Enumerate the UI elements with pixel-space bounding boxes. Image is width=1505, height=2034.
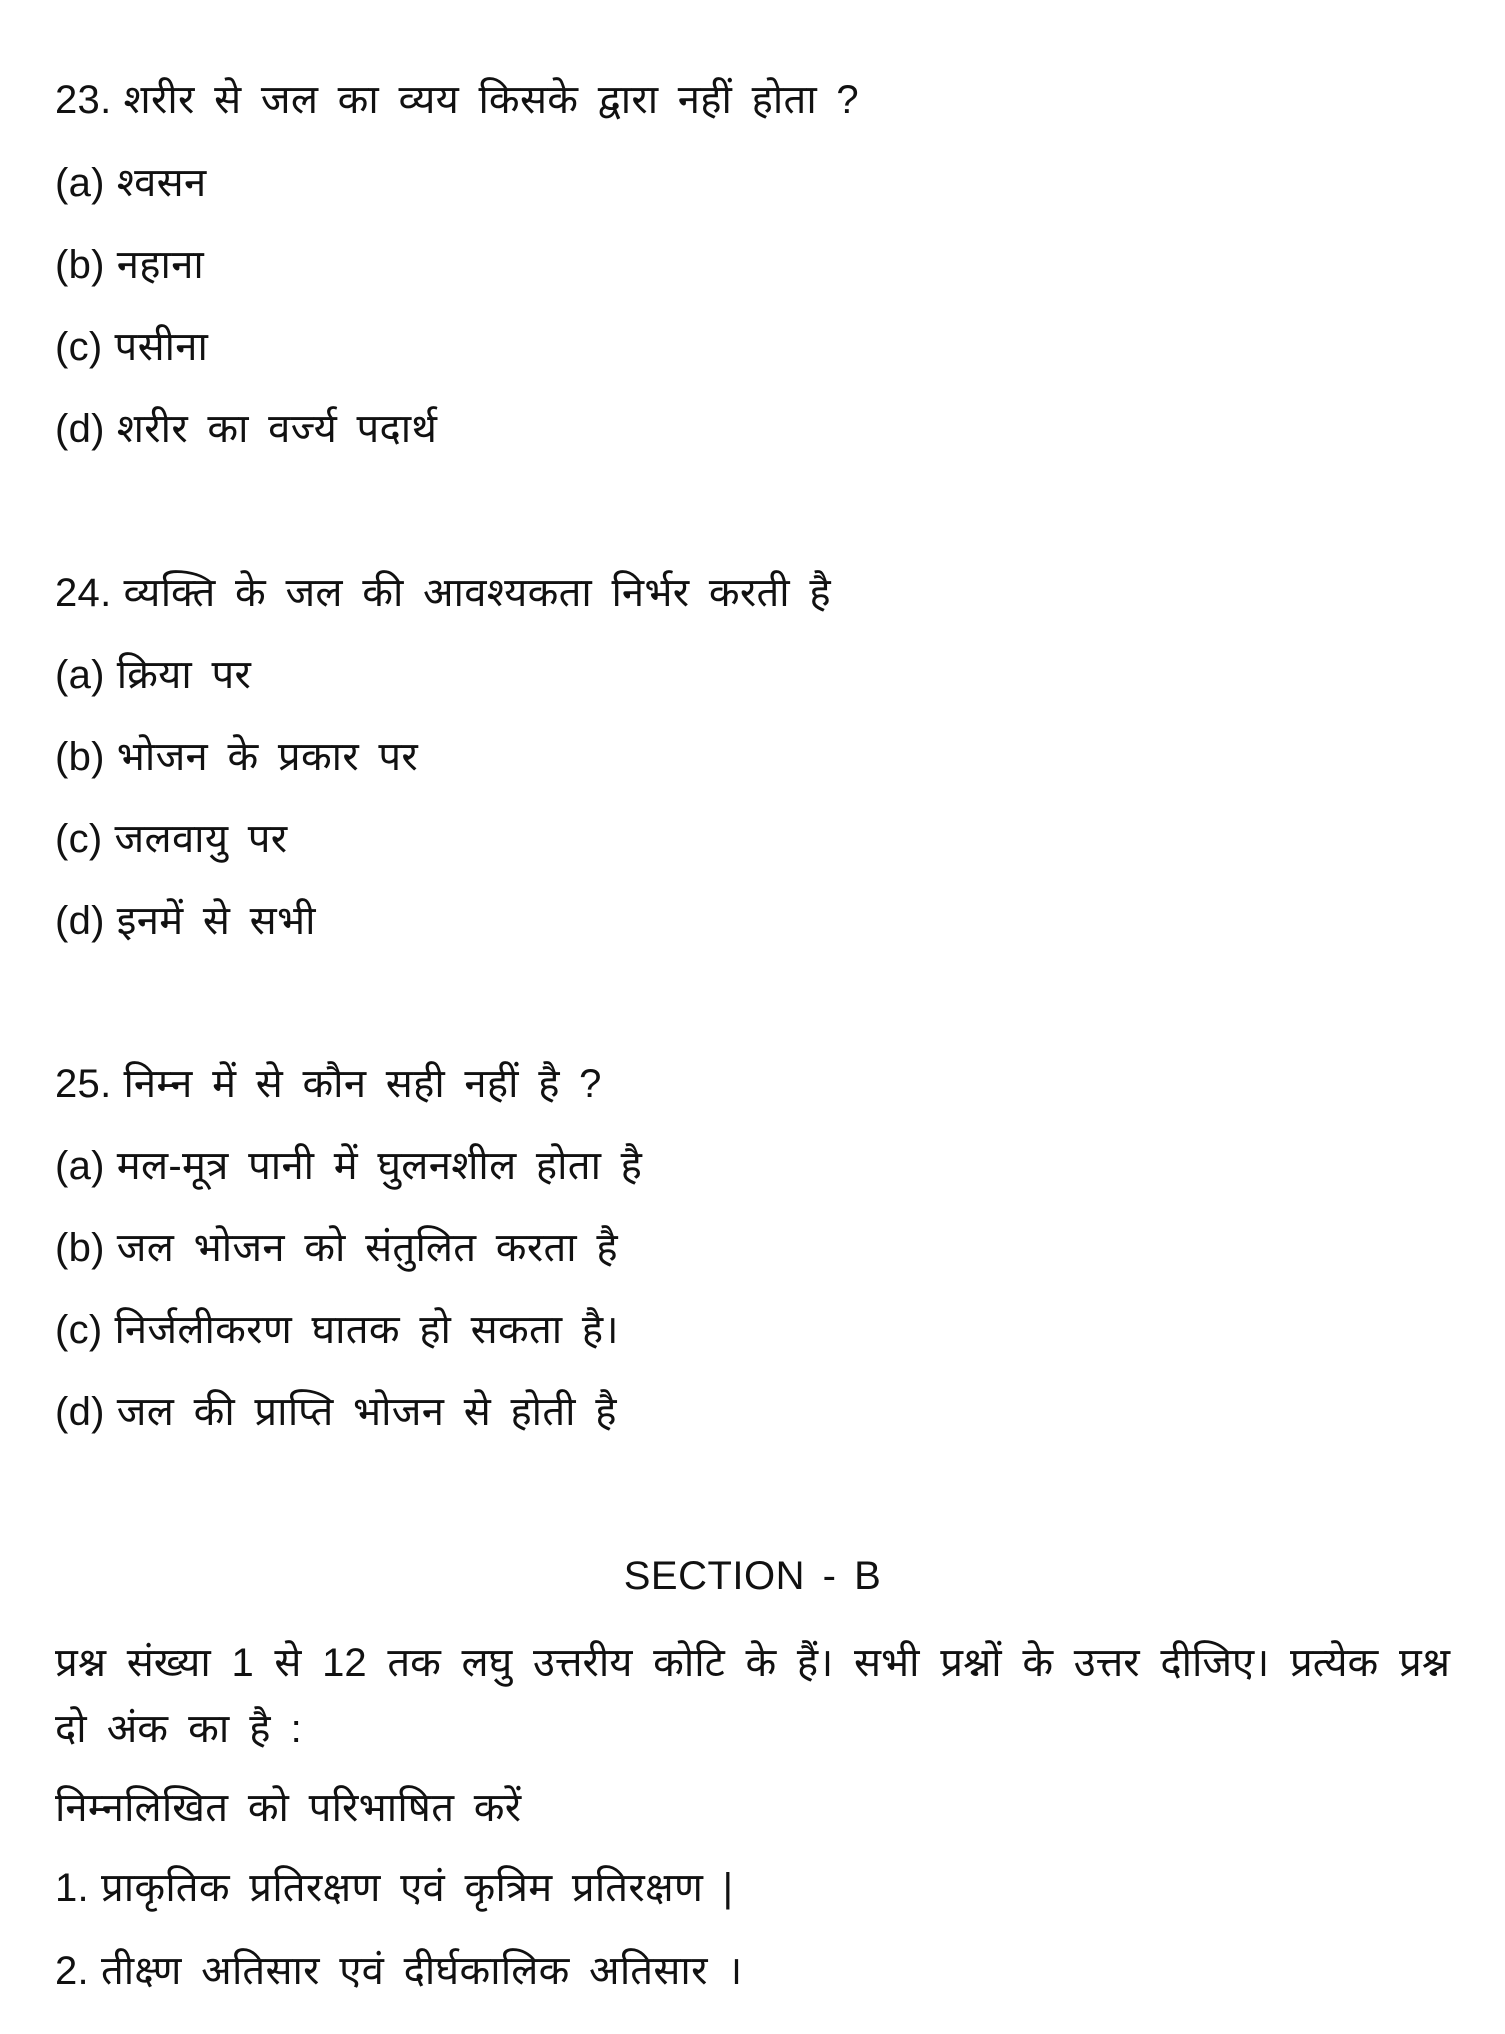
- question-23-option-b: [55, 241, 204, 289]
- section-b-subheading: निम्नलिखित को परिभाषित करें: [55, 1786, 522, 1830]
- option-text: जल भोजन को संतुलित करता है: [116, 1226, 618, 1270]
- section-b-item-1: [55, 1864, 733, 1912]
- question-24-option-d: [55, 897, 316, 945]
- question-24-option-a: [55, 651, 251, 699]
- question-23: [55, 76, 859, 124]
- option-label: (a): [55, 161, 105, 205]
- question-25-option-c: [55, 1306, 619, 1354]
- question-23-option-d: [55, 405, 437, 453]
- question-number: 25.: [55, 1062, 112, 1106]
- item-number: 2.: [55, 1949, 89, 1993]
- option-text: क्रिया पर: [116, 653, 252, 697]
- option-label: (c): [55, 325, 103, 369]
- option-label: (d): [55, 407, 105, 451]
- option-text: भोजन के प्रकार पर: [116, 735, 419, 779]
- section-b-item-2: [55, 1947, 743, 1995]
- option-text: निर्जलीकरण घातक हो सकता है।: [114, 1308, 619, 1352]
- question-24-option-b: [55, 733, 418, 781]
- option-text: जलवायु पर: [114, 817, 288, 861]
- option-text: इनमें से सभी: [116, 899, 316, 943]
- option-text: पसीना: [114, 325, 209, 369]
- question-24-option-c: [55, 815, 287, 863]
- option-label: (c): [55, 817, 103, 861]
- option-text: जल की प्राप्ति भोजन से होती है: [116, 1390, 617, 1434]
- option-text: मल-मूत्र पानी में घुलनशील होता है: [116, 1144, 643, 1188]
- option-label: (a): [55, 1144, 105, 1188]
- option-label: (a): [55, 653, 105, 697]
- option-label: (d): [55, 1390, 105, 1434]
- option-label: (b): [55, 1226, 105, 1270]
- question-number: 24.: [55, 571, 112, 615]
- option-text: शरीर का वर्ज्य पदार्थ: [116, 407, 438, 451]
- question-23-option-c: [55, 323, 208, 371]
- option-label: (d): [55, 899, 105, 943]
- option-label: (c): [55, 1308, 103, 1352]
- option-label: (b): [55, 735, 105, 779]
- section-b-instructions: प्रश्न संख्या 1 से 12 तक लघु उत्तरीय कोटि के हैं। सभी प्रश्नों के उत्तर दीजिए। प्रत्येक प्रश्न दो अंक का है :: [55, 1641, 1450, 1751]
- question-text: व्यक्ति के जल की आवश्यकता निर्भर करती है: [123, 571, 831, 615]
- item-text: प्राकृतिक प्रतिरक्षण एवं कृत्रिम प्रतिरक्षण |: [100, 1866, 734, 1910]
- option-text: नहाना: [116, 243, 205, 287]
- option-text: श्वसन: [116, 161, 207, 205]
- item-number: 1.: [55, 1866, 89, 1910]
- question-24: [55, 569, 831, 617]
- question-number: 23.: [55, 78, 112, 122]
- question-25: [55, 1060, 602, 1108]
- question-25-option-b: [55, 1224, 618, 1272]
- question-25-option-d: [55, 1388, 617, 1436]
- question-25-option-a: [55, 1142, 642, 1190]
- section-b-heading: SECTION - B: [623, 1554, 882, 1598]
- question-23-option-a: [55, 159, 206, 207]
- item-text: तीक्ष्ण अतिसार एवं दीर्घकालिक अतिसार ।: [100, 1949, 743, 1993]
- option-label: (b): [55, 243, 105, 287]
- question-text: शरीर से जल का व्यय किसके द्वारा नहीं होता ?: [123, 78, 859, 122]
- question-text: निम्न में से कौन सही नहीं है ?: [123, 1062, 602, 1106]
